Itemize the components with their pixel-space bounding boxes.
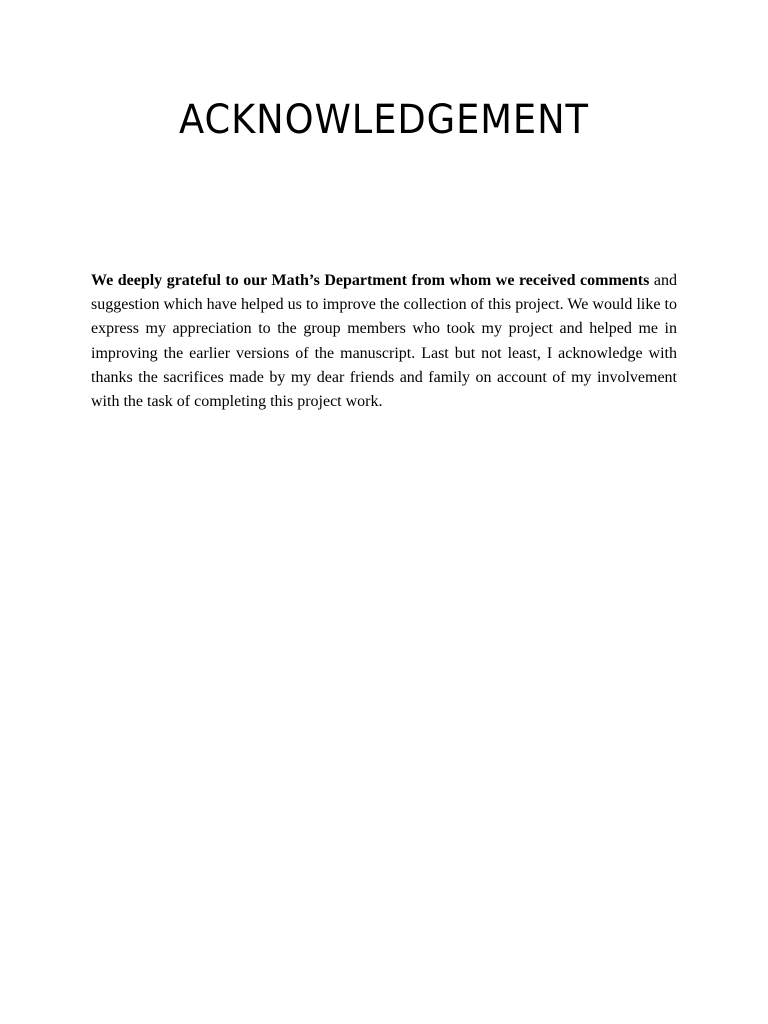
paragraph-body-text: and suggestion which have helped us to improve the collection of this project. We would like to express my appreciation to the group members who took my project and helped me in improving the earlier versions of the manuscript. Last but not least, I acknowledge with thanks the sacrifices made by my dear friends and family on account of my involvement with the task of completing this project work. xyxy=(91,272,677,411)
acknowledgement-paragraph xyxy=(91,269,677,414)
page-title: ACKNOWLEDGEMENT xyxy=(179,97,589,143)
paragraph-lead-text: We deeply grateful to our Math’s Department from whom we received comments xyxy=(91,272,650,289)
